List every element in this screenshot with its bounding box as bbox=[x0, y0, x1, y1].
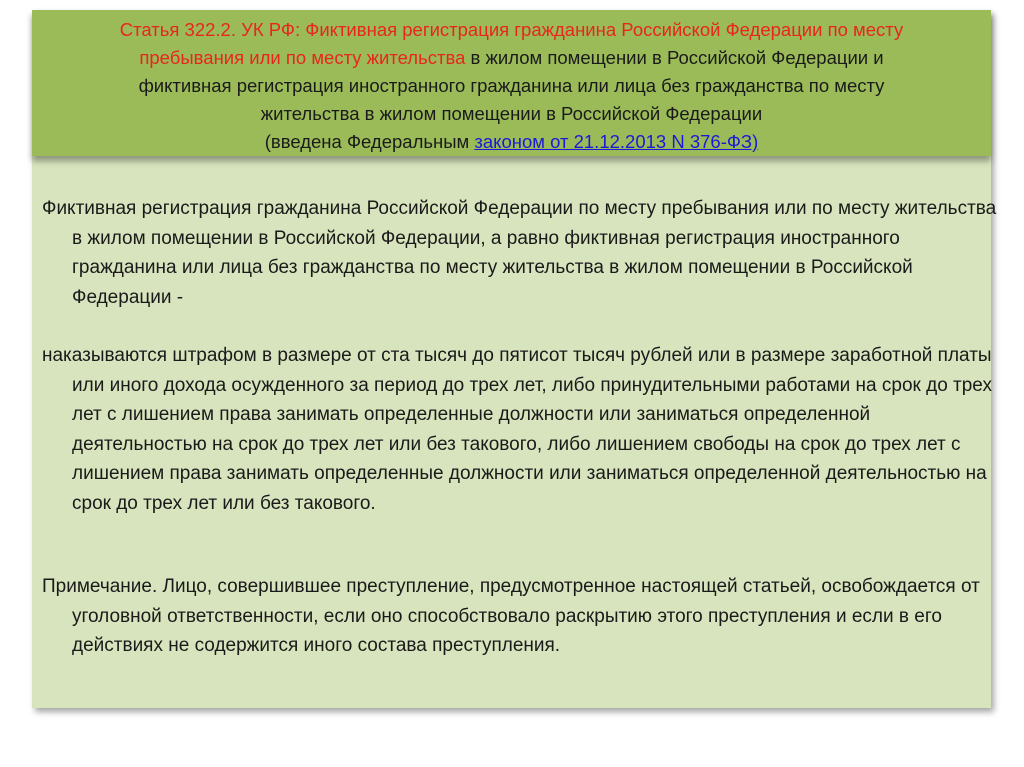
header-line-4: жительства в жилом помещении в Российской Федерации bbox=[260, 103, 763, 124]
article-disposition-paragraph: Фиктивная регистрация гражданина Российской Федерации по месту пребывания или по месту жительства в жилом помещении в Российской Федерации, а равно фиктивная регистрация иностранного гражданина или лица без гражданства по месту жительства в жилом помещении в Российской Федерации - bbox=[42, 198, 997, 308]
header-title-part-1: Статья 322.2. УК РФ: Фиктивная регистрация гражданина Российской Федерации по месту bbox=[119, 19, 904, 40]
header-law-prefix: (введена Федеральным bbox=[264, 131, 475, 152]
law-reference-link[interactable] bbox=[474, 131, 758, 152]
header-line-3: фиктивная регистрация иностранного гражданина или лица без гражданства по месту bbox=[138, 75, 885, 96]
slide-header bbox=[32, 10, 991, 156]
article-sanction-paragraph: наказываются штрафом в размере от ста тысяч до пятисот тысяч рублей или в размере заработной платы или иного дохода осужденного за период до трех лет, либо принудительными работами на срок до трех лет с лишением права занимать определенные должности или заниматься определенной деятельностью на срок до трех лет или без такового, либо лишением свободы на срок до трех лет с лишением права занимать определенные должности или заниматься определенной деятельностью на срок до трех лет или без такового. bbox=[42, 345, 992, 514]
article-note-paragraph: Примечание. Лицо, совершившее преступление, предусмотренное настоящей статьей, освобождается от уголовной ответственности, если оно способствовало раскрытию этого преступления и если в его действиях не содержится иного состава преступления. bbox=[42, 576, 980, 656]
header-title-part-3: в жилом помещении в Российской Федерации и bbox=[465, 47, 884, 68]
header-line-5 bbox=[32, 128, 991, 156]
header-title-part-2: пребывания или по месту жительства bbox=[139, 47, 466, 68]
header-line-1 bbox=[32, 16, 991, 44]
law-reference-link-text: законом от 21.12.2013 N 376-ФЗ) bbox=[474, 131, 759, 152]
header-line-2 bbox=[32, 44, 991, 72]
